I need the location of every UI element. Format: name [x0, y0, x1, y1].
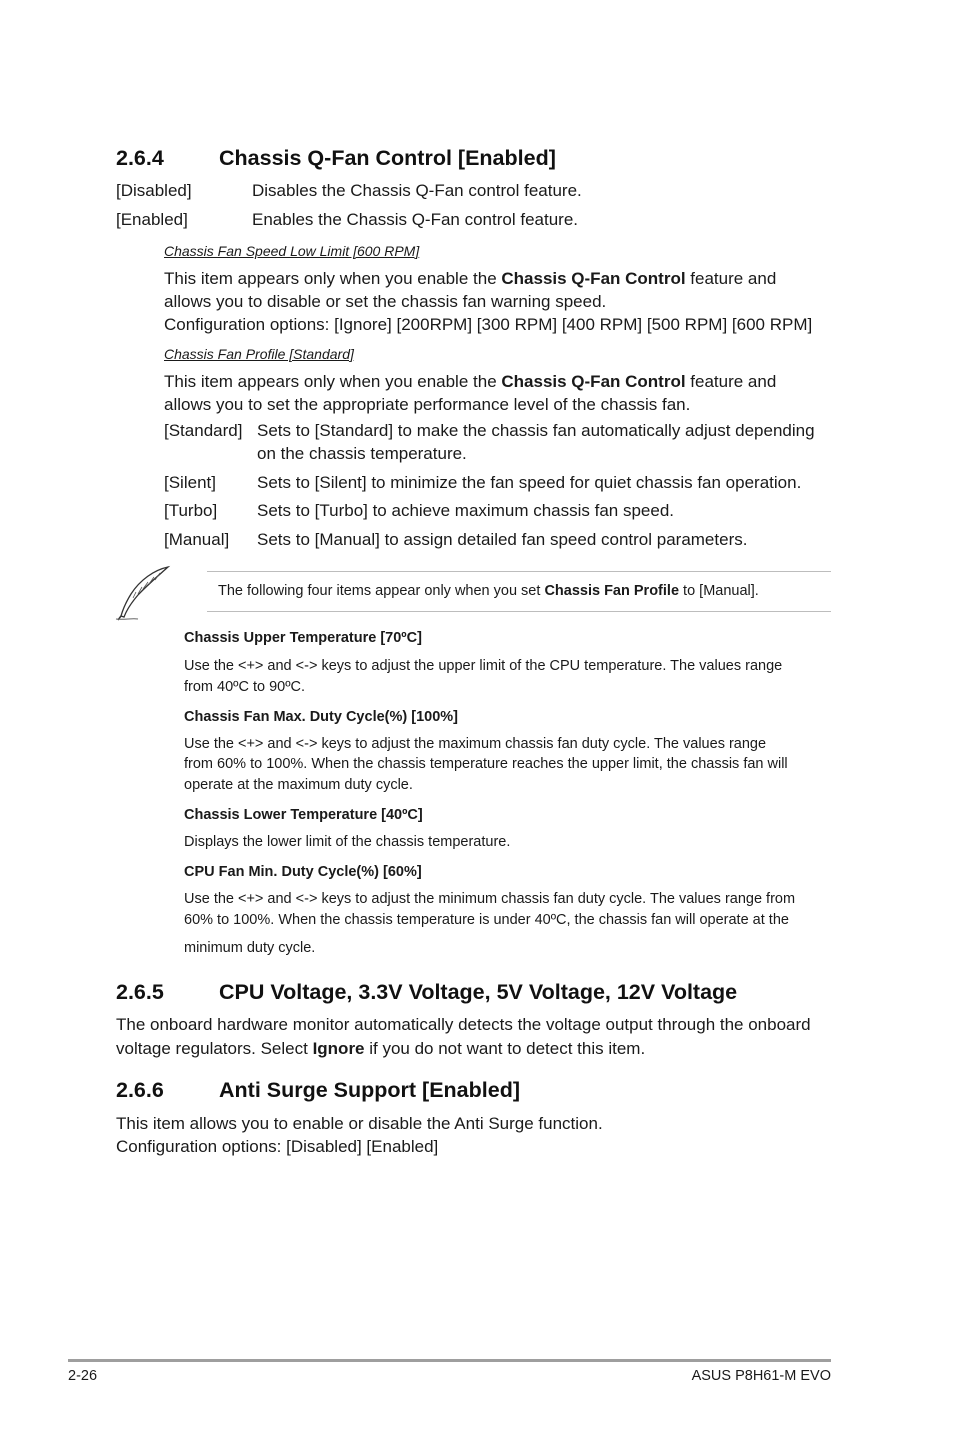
note-icon — [114, 564, 172, 622]
anti-surge-paragraph-line-2: Configuration options: [Disabled] [Enabled] — [116, 1137, 439, 1156]
section-number: 2.6.5 — [116, 980, 164, 1004]
section-2-6-6-heading — [116, 1078, 816, 1106]
section-number: 2.6.6 — [116, 1078, 164, 1102]
page-number: 2-26 — [68, 1368, 98, 1384]
option-desc-disabled: Disables the Chassis Q-Fan control feature. — [252, 181, 582, 200]
profile-desc-standard-line-2: on the chassis temperature. — [257, 444, 467, 463]
section-2-6-4-heading — [116, 146, 816, 174]
profile-desc-turbo: Sets to [Turbo] to achieve maximum chassis fan speed. — [257, 501, 675, 520]
item-heading-min-duty: CPU Fan Min. Duty Cycle(%) [60%] — [184, 864, 422, 880]
option-desc-enabled: Enables the Chassis Q-Fan control feature. — [252, 210, 578, 229]
speed-paragraph-line-3: Configuration options: [Ignore] [200RPM] [300 RPM] [400 RPM] [500 RPM] [600 RPM] — [164, 315, 813, 334]
profile-paragraph-line-1: This item appears only when you enable the Chassis Q-Fan Control feature and — [164, 372, 777, 391]
profile-key-manual: [Manual] — [164, 530, 230, 549]
profile-key-turbo: [Turbo] — [164, 501, 218, 520]
subheading-fan-profile: Chassis Fan Profile [Standard] — [164, 346, 354, 362]
section-title: CPU Voltage, 3.3V Voltage, 5V Voltage, 12V Voltage — [219, 980, 738, 1004]
section-title: Chassis Q-Fan Control [Enabled] — [219, 146, 556, 170]
footer-rule — [68, 1359, 831, 1362]
speed-paragraph-line-2: allows you to disable or set the chassis fan warning speed. — [164, 292, 607, 311]
item-heading-upper-temp: Chassis Upper Temperature [70ºC] — [184, 630, 422, 646]
item-heading-lower-temp: Chassis Lower Temperature [40ºC] — [184, 807, 423, 823]
item-desc-min-duty-line-3: minimum duty cycle. — [184, 940, 316, 956]
item-desc-upper-temp-line-1: Use the <+> and <-> keys to adjust the upper limit of the CPU temperature. The values range — [184, 658, 783, 674]
anti-surge-paragraph-line-1: This item allows you to enable or disable the Anti Surge function. — [116, 1114, 603, 1133]
profile-desc-manual: Sets to [Manual] to assign detailed fan speed control parameters. — [257, 530, 748, 549]
profile-key-standard: [Standard] — [164, 421, 243, 440]
section-number: 2.6.4 — [116, 146, 164, 170]
item-desc-max-duty-line-2: from 60% to 100%. When the chassis temperature reaches the upper limit, the chassis fan will — [184, 756, 788, 772]
feather-pen-icon — [114, 564, 172, 622]
section-title: Anti Surge Support [Enabled] — [219, 1078, 520, 1102]
item-desc-min-duty-line-1: Use the <+> and <-> keys to adjust the minimum chassis fan duty cycle. The values range from — [184, 891, 796, 907]
section-2-6-5-heading — [116, 980, 816, 1008]
note-bottom-rule — [207, 611, 831, 612]
product-name: ASUS P8H61-M EVO — [691, 1368, 831, 1384]
voltage-paragraph-line-1: The onboard hardware monitor automatically detects the voltage output through the onboard — [116, 1015, 811, 1034]
speed-paragraph-line-1: This item appears only when you enable the Chassis Q-Fan Control feature and — [164, 269, 777, 288]
note-top-rule — [207, 571, 831, 572]
profile-desc-standard: Sets to [Standard] to make the chassis fan automatically adjust depending — [257, 421, 815, 440]
profile-desc-silent: Sets to [Silent] to minimize the fan speed for quiet chassis fan operation. — [257, 473, 802, 492]
subheading-fan-speed-low-limit: Chassis Fan Speed Low Limit [600 RPM] — [164, 243, 420, 259]
voltage-paragraph-line-2: voltage regulators. Select Ignore if you do not want to detect this item. — [116, 1039, 646, 1058]
option-key-enabled: [Enabled] — [116, 210, 188, 229]
profile-key-silent: [Silent] — [164, 473, 216, 492]
note-text: The following four items appear only when you set Chassis Fan Profile to [Manual]. — [218, 583, 759, 599]
item-desc-max-duty-line-3: operate at the maximum duty cycle. — [184, 777, 413, 793]
item-desc-upper-temp-line-2: from 40ºC to 90ºC. — [184, 679, 305, 695]
option-key-disabled: [Disabled] — [116, 181, 192, 200]
profile-paragraph-line-2: allows you to set the appropriate performance level of the chassis fan. — [164, 395, 691, 414]
item-heading-max-duty: Chassis Fan Max. Duty Cycle(%) [100%] — [184, 709, 458, 725]
item-desc-max-duty-line-1: Use the <+> and <-> keys to adjust the maximum chassis fan duty cycle. The values range — [184, 736, 767, 752]
item-desc-lower-temp-line-1: Displays the lower limit of the chassis temperature. — [184, 834, 511, 850]
item-desc-min-duty-line-2: 60% to 100%. When the chassis temperature is under 40ºC, the chassis fan will operate at the — [184, 912, 789, 928]
